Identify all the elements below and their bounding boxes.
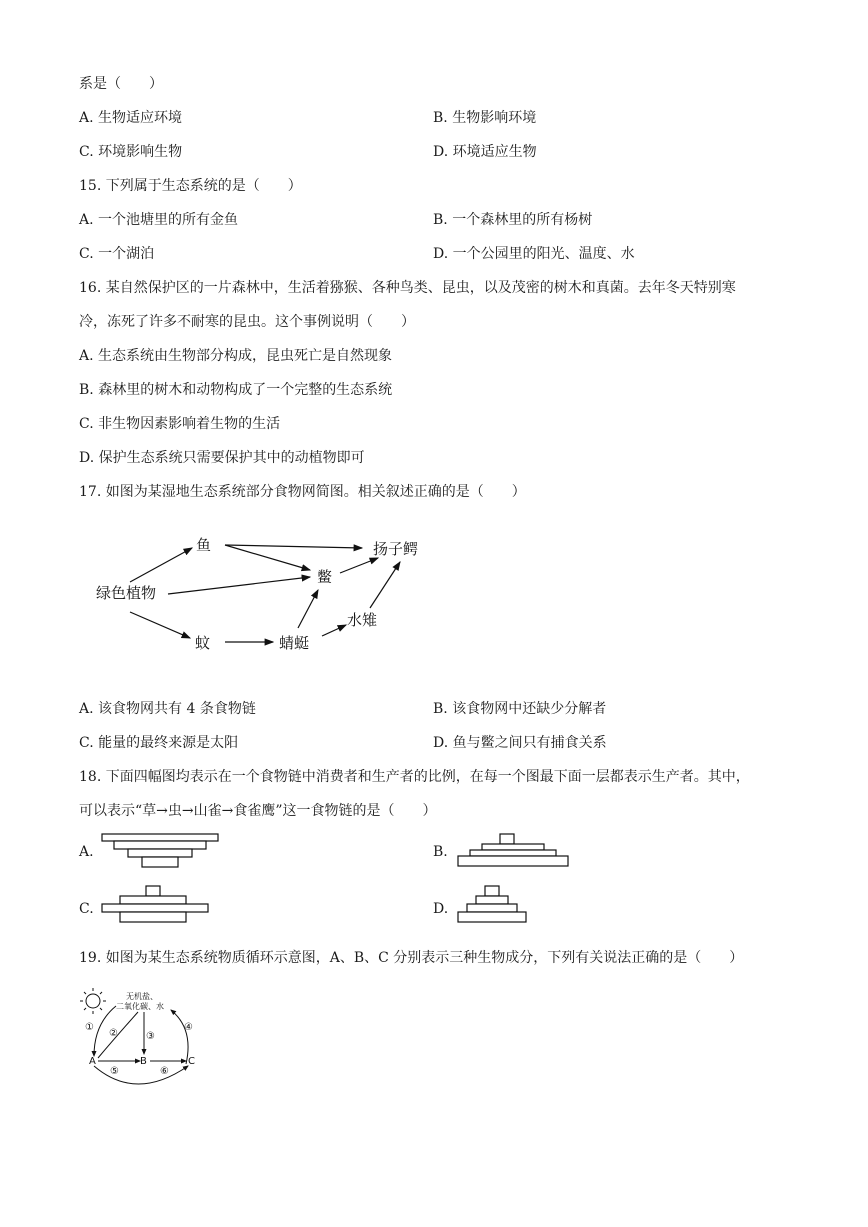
abiotic-label-line1: 无机盐、 [126, 992, 158, 1001]
label-1: ① [85, 1022, 94, 1033]
q15-stem: 15. 下列属于生态系统的是（ ） [79, 178, 302, 194]
q15-option-a: A. 一个池塘里的所有金鱼 [79, 212, 239, 228]
node-alligator: 扬子鳄 [373, 540, 419, 558]
q14-option-a: A. 生物适应环境 [79, 110, 183, 126]
q18-pyramid-d [456, 884, 536, 930]
abiotic-label-line2: 二氧化碳、水 [116, 1002, 164, 1011]
q15-option-c: C. 一个湖泊 [79, 246, 155, 262]
node-B: B [140, 1056, 147, 1067]
q14-stem-continuation: 系是（ ） [79, 76, 163, 92]
node-water-rail: 水雉 [347, 611, 378, 629]
label-5: ⑤ [110, 1066, 119, 1077]
node-mosquito: 蚊 [195, 634, 211, 652]
node-C: C [188, 1056, 195, 1067]
sun-icon [80, 988, 106, 1014]
q16-option-d: D. 保护生态系统只需要保护其中的动植物即可 [79, 450, 365, 466]
q18-option-c-label: C. [79, 901, 94, 917]
q17-stem: 17. 如图为某湿地生态系统部分食物网简图。相关叙述正确的是（ ） [79, 484, 526, 500]
node-dragonfly: 蜻蜓 [279, 634, 310, 652]
node-fish: 鱼 [196, 536, 212, 554]
q15-option-b: B. 一个森林里的所有杨树 [433, 212, 593, 228]
q16-option-a: A. 生态系统由生物部分构成，昆虫死亡是自然现象 [79, 348, 393, 364]
q16-option-c: C. 非生物因素影响着生物的生活 [79, 416, 281, 432]
q19-stem: 19. 如图为某生态系统物质循环示意图，A、B、C 分别表示三种生物成分，下列有关说法正确的是（ ） [79, 950, 744, 966]
q18-stem-line2: 可以表示“草→虫→山雀→食雀鹰”这一食物链的是（ ） [79, 803, 437, 819]
q17-option-a: A. 该食物网共有 4 条食物链 [79, 701, 256, 717]
q14-option-d: D. 环境适应生物 [433, 144, 537, 160]
q18-pyramid-b [456, 832, 572, 868]
label-4: ④ [184, 1022, 193, 1033]
label-6: ⑥ [160, 1066, 169, 1077]
node-turtle: 鳖 [317, 568, 333, 586]
q14-option-c: C. 环境影响生物 [79, 144, 183, 160]
q18-stem-line1: 18. 下面四幅图均表示在一个食物链中消费者和生产者的比例，在每一个图最下面一层都表示生产者。其中， [79, 769, 750, 785]
material-cycle-diagram [76, 984, 216, 1100]
q17-option-b: B. 该食物网中还缺少分解者 [433, 701, 607, 717]
label-3: ③ [146, 1031, 155, 1042]
q14-option-b: B. 生物影响环境 [433, 110, 537, 126]
q16-option-b: B. 森林里的树木和动物构成了一个完整的生态系统 [79, 382, 393, 398]
q18-pyramid-a [100, 832, 220, 872]
q18-option-a-label: A. [79, 844, 94, 860]
q17-option-c: C. 能量的最终来源是太阳 [79, 735, 239, 751]
node-A: A [89, 1056, 96, 1067]
q18-pyramid-c [100, 884, 212, 930]
node-green-plant: 绿色植物 [96, 584, 157, 602]
q17-option-d: D. 鱼与鳖之间只有捕食关系 [433, 735, 607, 751]
q15-option-d: D. 一个公园里的阳光、温度、水 [433, 246, 635, 262]
q18-option-d-label: D. [433, 901, 449, 917]
q16-stem-line2: 冷，冻死了许多不耐寒的昆虫。这个事例说明（ ） [79, 314, 415, 330]
label-2: ② [109, 1028, 118, 1039]
q18-option-b-label: B. [433, 844, 448, 860]
q16-stem-line1: 16. 某自然保护区的一片森林中，生活着猕猴、各种鸟类、昆虫，以及茂密的树木和真菌。去年冬天特别寒 [79, 280, 736, 296]
